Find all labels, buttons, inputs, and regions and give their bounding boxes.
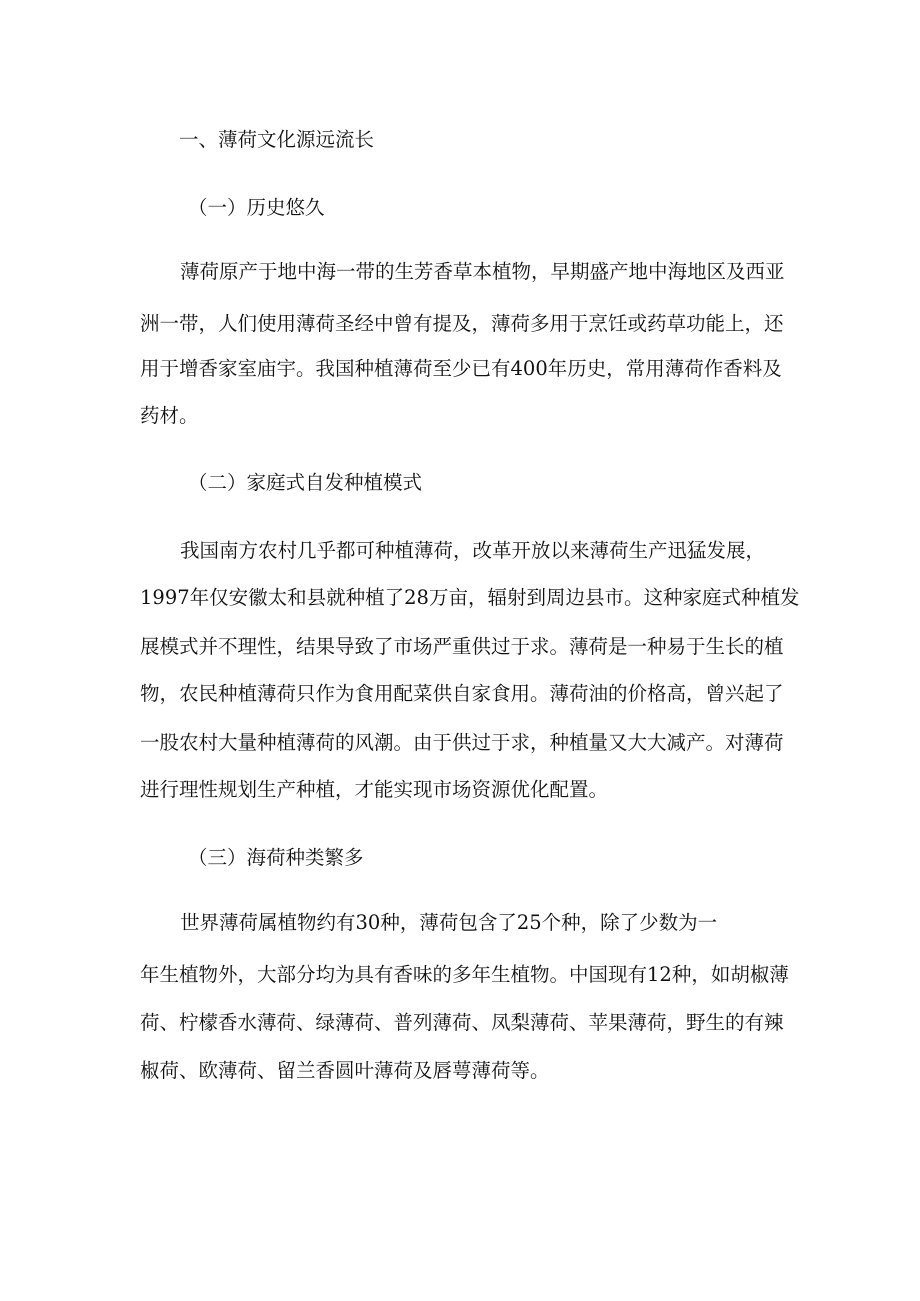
paragraph-line: 世界薄荷属植物约有30种，薄荷包含了25个种，除了少数为一 [180,911,718,934]
paragraph-line: 我国南方农村几乎都可种植薄荷，改革开放以来薄荷生产迅猛发展， [180,539,766,562]
paragraph-line: 荷、柠檬香水薄荷、绿薄荷、普列薄荷、凤梨薄荷、苹果薄荷，野生的有辣 [140,1011,784,1034]
paragraph-line: 药材。 [140,404,199,427]
paragraph-line: 1997年仅安徽太和县就种植了28万亩，辐射到周边县市。这种家庭式种植发 [140,586,800,609]
paragraph-line: 展模式并不理性，结果导致了市场严重供过于求。薄荷是一种易于生长的植 [140,635,784,658]
section-title: 一、薄荷文化源远流长 [179,128,375,151]
subsection-heading-history: （一）历史悠久 [188,196,325,219]
subsection-heading-varieties: （三）海荷种类繁多 [188,846,364,869]
paragraph-line: 进行理性规划生产种植，才能实现市场资源优化配置。 [140,778,609,801]
paragraph-line: 洲一带，人们使用薄荷圣经中曾有提及，薄荷多用于烹饪或药草功能上，还 [140,312,784,335]
paragraph-line: 椒荷、欧薄荷、留兰香圆叶薄荷及唇萼薄荷等。 [140,1059,550,1082]
paragraph-line: 用于增香家室庙宇。我国种植薄荷至少已有400年历史，常用薄荷作香料及 [140,357,782,380]
paragraph-line: 一股农村大量种植薄荷的风潮。由于供过于求，种植量又大大减产。对薄荷 [140,731,784,754]
subsection-heading-family-planting: （二）家庭式自发种植模式 [188,471,423,494]
paragraph-line: 年生植物外，大部分均为具有香味的多年生植物。中国现有12种，如胡椒薄 [140,963,789,986]
paragraph-line: 薄荷原产于地中海一带的生芳香草本植物，早期盛产地中海地区及西亚 [180,260,785,283]
paragraph-line: 物，农民种植薄荷只作为食用配菜供自家食用。薄荷油的价格高，曾兴起了 [140,682,784,705]
